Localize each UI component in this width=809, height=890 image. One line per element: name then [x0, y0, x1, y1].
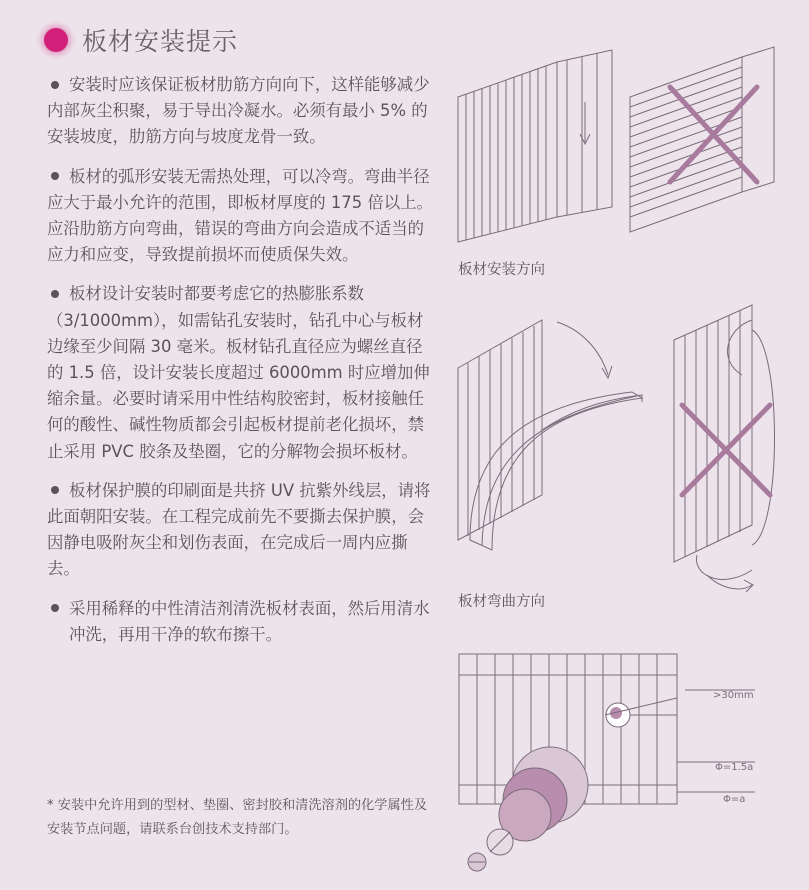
drilling-illustration — [455, 650, 760, 880]
install-direction-caption: 板材安装方向 — [458, 262, 545, 278]
instruction-paragraph-5: 采用稀释的中性清洁剂清洗板材表面，然后用清水冲洗，再用干净的软布擦干。 — [47, 596, 437, 648]
screw-diameter-label: Φ=a — [723, 794, 746, 805]
instruction-list — [47, 72, 437, 661]
bullet-icon — [51, 486, 59, 494]
correct-bend-graphic — [458, 320, 642, 550]
instruction-paragraph-1: 安装时应该保证板材肋筋方向向下，这样能够减少内部灰尘积聚，易于导出冷凝水。必须有最小 5% 的安装坡度，肋筋方向与坡度龙骨一致。 — [47, 75, 430, 147]
bend-direction-caption: 板材弯曲方向 — [458, 594, 545, 610]
bullet-icon — [51, 604, 59, 612]
page-title: 板材安装提示 — [82, 27, 239, 56]
footnote: * 安装中允许用到的型材、垫圈、密封胶和清洗溶剂的化学属性及安装节点问题，请联系台创技术支持部门。 — [47, 798, 428, 837]
bend-direction-illustration — [452, 300, 787, 600]
wrong-panel-graphic — [630, 47, 774, 232]
instruction-paragraph-2: 板材的弧形安装无需热处理，可以冷弯。弯曲半径应大于最小允许的范围，即板材厚度的 175 倍以上。应沿肋筋方向弯曲，错误的弯曲方向会造成不适当的应力和应变，导致提前损坏而使质保失效。 — [47, 166, 433, 265]
install-direction-illustration — [452, 42, 782, 252]
bullet-icon — [51, 290, 59, 298]
wrong-bend-graphic — [674, 305, 775, 592]
edge-distance-label: >30mm — [713, 690, 754, 701]
bullet-icon — [51, 172, 59, 180]
section-header — [44, 22, 238, 58]
hole-diameter-label: Φ=1.5a — [715, 762, 754, 773]
instruction-paragraph-4: 板材保护膜的印刷面是共挤 UV 抗紫外线层，请将此面朝阳安装。在工程完成前先不要撕去保护膜，会因静电吸附灰尘和划伤表面，在完成后一周内应撕去。 — [47, 480, 431, 579]
correct-panel-graphic — [458, 50, 612, 242]
bullet-icon — [51, 81, 59, 89]
instruction-paragraph-3: 板材设计安装时都要考虑它的热膨胀系数（3/1000mm），如需钻孔安装时，钻孔中心与板材边缘至少间隔 30 毫米。板材钻孔直径应为螺丝直径的 1.5 倍，设计安装长度超过 6000mm 时应增加伸缩余量。必要时请采用中性结构胶密封，板材接触任何的酸性、碱性物质都会引起板材提前老化损坏，禁止采用 PVC 胶条及垫圈，它的分解物会损坏板材。 — [47, 284, 430, 461]
title-bullet-icon — [44, 28, 68, 52]
